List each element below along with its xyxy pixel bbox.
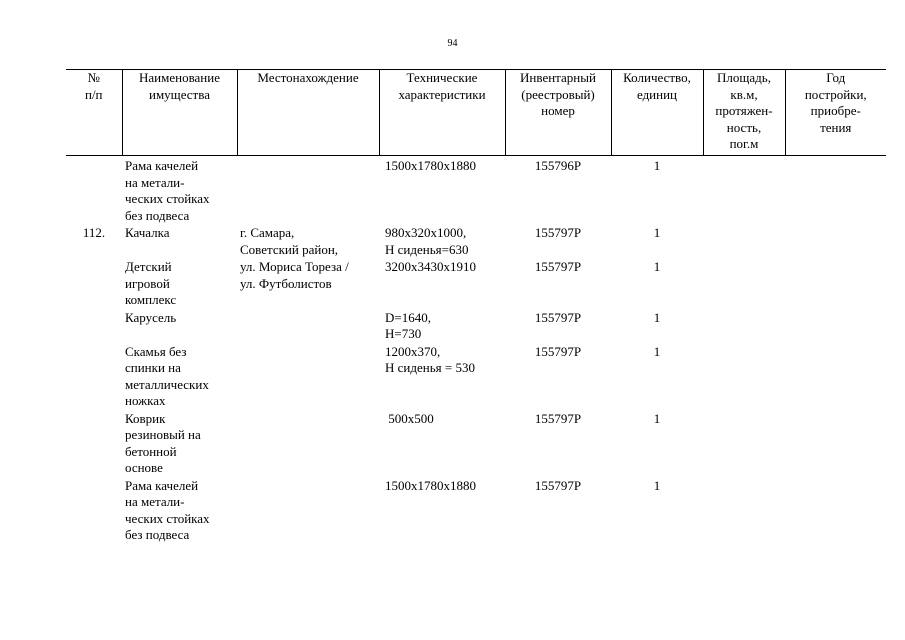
page-number: 94: [447, 38, 458, 49]
table-row: [66, 225, 886, 259]
cell-location: [237, 478, 379, 545]
cell-location-line: ул. Мориса Тореза /: [240, 259, 349, 274]
cell-name-line: на метали-: [125, 174, 185, 190]
cell-year: [785, 225, 886, 259]
cell-number: [66, 310, 122, 344]
cell-name: [122, 344, 237, 411]
cell-quantity: 1: [653, 158, 661, 173]
header-line: №: [87, 70, 100, 85]
cell-name: [122, 259, 237, 310]
header-line: п/п: [84, 86, 103, 102]
cell-area-length: [703, 344, 785, 411]
cell-name-line: ческих стойках: [125, 510, 210, 526]
cell-quantity: 1: [653, 309, 661, 325]
header-line: единиц: [636, 86, 678, 102]
cell-name-line: резиновый на: [125, 427, 201, 442]
cell-year: [785, 411, 886, 478]
header-quantity: [611, 70, 703, 156]
cell-location-line: ул. Футболистов: [240, 275, 332, 291]
cell-area-length: [703, 411, 785, 478]
cell-location-line: г. Самара,: [240, 225, 295, 240]
cell-location: [237, 310, 379, 344]
header-line: номер: [541, 103, 575, 118]
cell-name-line: Коврик: [125, 410, 166, 426]
cell-tech-specs-line: 980х320х1000,: [385, 225, 467, 240]
header-line: ность,: [726, 119, 762, 135]
cell-name-line: без подвеса: [125, 527, 190, 542]
header-line: Наименование: [139, 70, 220, 85]
table-row: [66, 259, 886, 310]
cell-number: [66, 344, 122, 411]
cell-inventory-number: 155797Р: [534, 477, 582, 493]
cell-name-line: ножках: [125, 393, 166, 408]
cell-tech-specs-line: 3200х3430х1910: [385, 259, 476, 274]
cell-inventory-number: 155797Р: [534, 225, 582, 240]
header-line: Площадь,: [717, 70, 771, 85]
cell-quantity: 1: [653, 259, 661, 274]
cell-name-line: комплекс: [125, 292, 177, 307]
table-row: [66, 344, 886, 411]
cell-quantity: 1: [653, 343, 661, 359]
header-line: пог.м: [729, 136, 759, 151]
cell-area-length: [703, 259, 785, 310]
cell-tech-specs: [379, 225, 505, 259]
header-name: [122, 70, 237, 156]
cell-inventory-number: 155796Р: [534, 158, 582, 173]
header-line: протяжен-: [715, 103, 773, 118]
cell-inventory-number: 155797Р: [534, 259, 582, 274]
cell-area-length: [703, 478, 785, 545]
cell-number: 112.: [82, 225, 106, 240]
cell-name: [122, 225, 237, 259]
cell-tech-specs: [379, 310, 505, 344]
header-line: Местонахождение: [257, 70, 359, 85]
table-row: [66, 310, 886, 344]
cell-tech-specs: [379, 411, 505, 478]
cell-name-line: металлических: [125, 376, 209, 392]
cell-area-length: [703, 225, 785, 259]
cell-name-line: без подвеса: [125, 207, 190, 223]
cell-year: [785, 478, 886, 545]
cell-inventory-number: 155797Р: [534, 410, 582, 426]
cell-number: [66, 478, 122, 545]
header-line: постройки,: [804, 86, 867, 102]
header-line: Технические: [406, 70, 478, 85]
cell-area-length: [703, 158, 785, 225]
cell-year: [785, 259, 886, 310]
cell-name-line: на метали-: [125, 494, 185, 509]
cell-name-line: спинки на: [125, 360, 181, 375]
cell-quantity: 1: [653, 477, 661, 493]
cell-name: [122, 310, 237, 344]
header-line: Количество,: [623, 70, 691, 85]
header-number: [66, 70, 122, 156]
cell-tech-specs-line: 500х500: [385, 410, 434, 426]
cell-name-line: Рама качелей: [125, 477, 199, 493]
cell-year: [785, 310, 886, 344]
header-line: тения: [820, 119, 852, 135]
cell-tech-specs-line: Н сиденья = 530: [385, 360, 475, 375]
header-line: кв.м,: [730, 86, 758, 102]
cell-location-line: Советский район,: [240, 241, 339, 257]
cell-quantity: 1: [653, 225, 661, 240]
cell-name-line: ческих стойках: [125, 191, 210, 206]
table-row: [66, 411, 886, 478]
header-tech-specs: [379, 70, 505, 156]
property-table: [66, 69, 886, 545]
cell-name: [122, 411, 237, 478]
cell-number: [66, 158, 122, 225]
cell-year: [785, 344, 886, 411]
header-line: (реестровый): [521, 86, 595, 102]
cell-tech-specs-line: 1200х370,: [385, 343, 441, 359]
header-line: характеристики: [398, 86, 486, 102]
header-area-length: [703, 70, 785, 156]
header-line: Инвентарный: [520, 70, 596, 85]
cell-name-line: Детский: [125, 259, 172, 274]
cell-inventory-number: 155797Р: [534, 309, 582, 325]
cell-inventory-number: 155797Р: [534, 343, 582, 359]
table-row: [66, 158, 886, 225]
cell-name-line: Качалка: [125, 225, 170, 240]
cell-tech-specs-line: D=1640,: [385, 309, 431, 325]
cell-quantity: 1: [653, 410, 661, 426]
cell-location: [237, 158, 379, 225]
cell-location: [237, 225, 379, 259]
cell-area-length: [703, 310, 785, 344]
cell-name-line: Скамья без: [125, 343, 187, 359]
header-year: [785, 70, 886, 156]
header-line: Год: [826, 70, 846, 85]
cell-location: [237, 259, 379, 310]
table-body: [66, 156, 886, 545]
cell-tech-specs-line: Н сиденья=630: [385, 241, 469, 257]
table-row: [66, 478, 886, 545]
cell-number: [66, 259, 122, 310]
cell-name-line: основе: [125, 460, 163, 475]
header-inventory-number: [505, 70, 611, 156]
table-header-row: [66, 70, 886, 156]
cell-tech-specs-line: 1500х1780х1880: [385, 158, 476, 173]
header-line: приобре-: [810, 103, 861, 118]
cell-name-line: Рама качелей: [125, 158, 199, 173]
cell-name-line: бетонной: [125, 443, 177, 459]
cell-tech-specs-line: Н=730: [385, 326, 422, 341]
header-location: [237, 70, 379, 156]
cell-name: [122, 478, 237, 545]
cell-location: [237, 344, 379, 411]
cell-tech-specs: [379, 344, 505, 411]
header-line: имущества: [149, 86, 210, 102]
cell-tech-specs: [379, 158, 505, 225]
cell-name-line: игровой: [125, 275, 170, 291]
cell-location: [237, 411, 379, 478]
cell-tech-specs: [379, 478, 505, 545]
cell-name-line: Карусель: [125, 309, 177, 325]
cell-tech-specs-line: 1500х1780х1880: [385, 477, 476, 493]
cell-number: [66, 411, 122, 478]
cell-tech-specs: [379, 259, 505, 310]
cell-year: [785, 158, 886, 225]
cell-name: [122, 158, 237, 225]
